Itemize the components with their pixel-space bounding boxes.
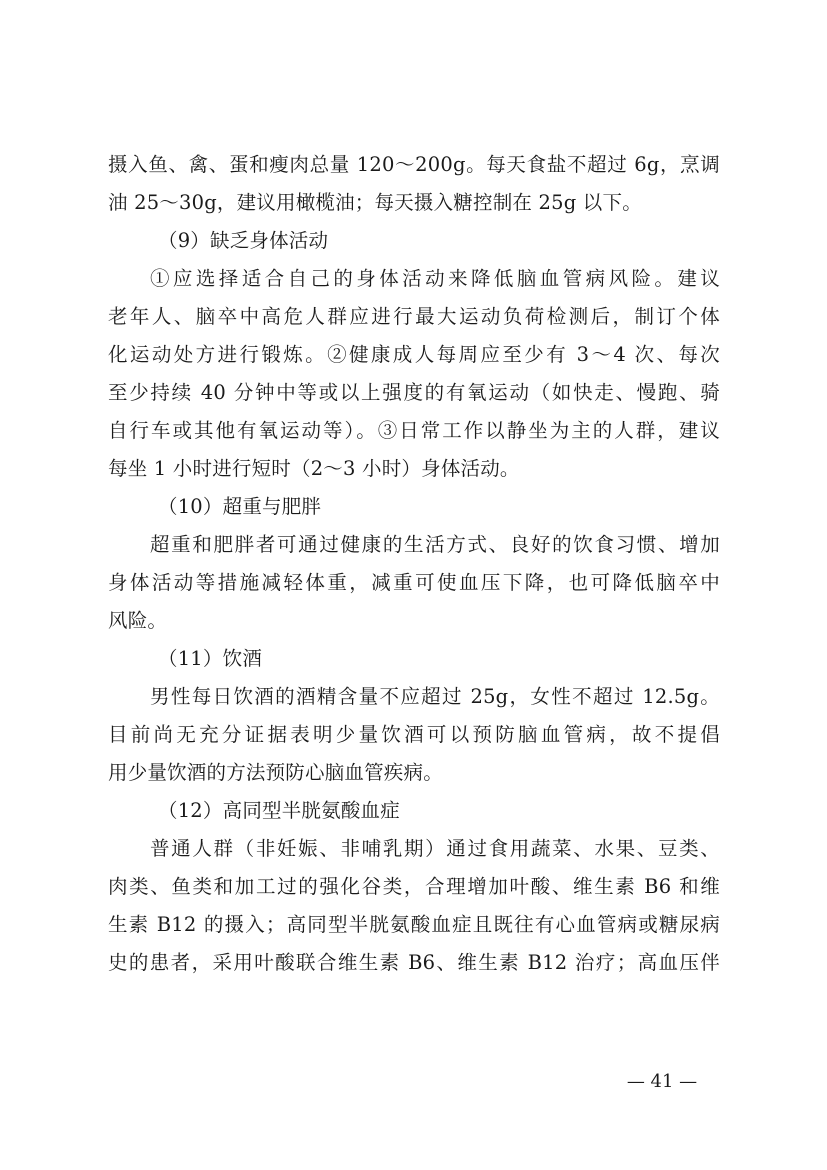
section-heading: （12）高同型半胱氨酸血症 [158, 799, 400, 822]
text-line: 身体活动等措施减轻体重，减重可使血压下降，也可降低脑卒中 [108, 571, 720, 594]
section-heading: （10）超重与肥胖 [158, 495, 322, 518]
text-line: 肉类、鱼类和加工过的强化谷类，合理增加叶酸、维生素 B6 和维 [108, 875, 720, 898]
text-line: 每坐 1 小时进行短时（2～3 小时）身体活动。 [108, 457, 520, 480]
page-number: — 41 — [626, 1071, 698, 1092]
text-line: 超重和肥胖者可通过健康的生活方式、良好的饮食习惯、增加 [150, 533, 720, 556]
section-heading: （9）缺乏身体活动 [158, 229, 329, 252]
text-line: 男性每日饮酒的酒精含量不应超过 25g，女性不超过 12.5g。 [150, 685, 720, 708]
text-line: 油 25～30g，建议用橄榄油；每天摄入糖控制在 25g 以下。 [108, 191, 642, 214]
section-heading: （11）饮酒 [158, 647, 263, 670]
text-line: 用少量饮酒的方法预防心脑血管疾病。 [108, 761, 443, 784]
text-line: 至少持续 40 分钟中等或以上强度的有氧运动（如快走、慢跑、骑 [108, 381, 720, 404]
text-line: 普通人群（非妊娠、非哺乳期）通过食用蔬菜、水果、豆类、 [150, 837, 720, 860]
text-line: ①应选择适合自己的身体活动来降低脑血管病风险。建议 [150, 267, 720, 290]
text-line: 目前尚无充分证据表明少量饮酒可以预防脑血管病，故不提倡 [108, 723, 720, 746]
text-line: 生素 B12 的摄入；高同型半胱氨酸血症且既往有心血管病或糖尿病 [108, 913, 720, 936]
text-line: 风险。 [108, 609, 168, 632]
text-line: 自行车或其他有氧运动等）。③日常工作以静坐为主的人群，建议 [108, 419, 720, 442]
text-line: 史的患者，采用叶酸联合维生素 B6、维生素 B12 治疗；高血压伴 [108, 951, 720, 974]
body-text [108, 146, 720, 982]
text-line: 化运动处方进行锻炼。②健康成人每周应至少有 3～4 次、每次 [108, 343, 720, 366]
text-line: 摄入鱼、禽、蛋和瘦肉总量 120～200g。每天食盐不超过 6g，烹调 [108, 153, 720, 176]
text-line: 老年人、脑卒中高危人群应进行最大运动负荷检测后，制订个体 [108, 305, 720, 328]
